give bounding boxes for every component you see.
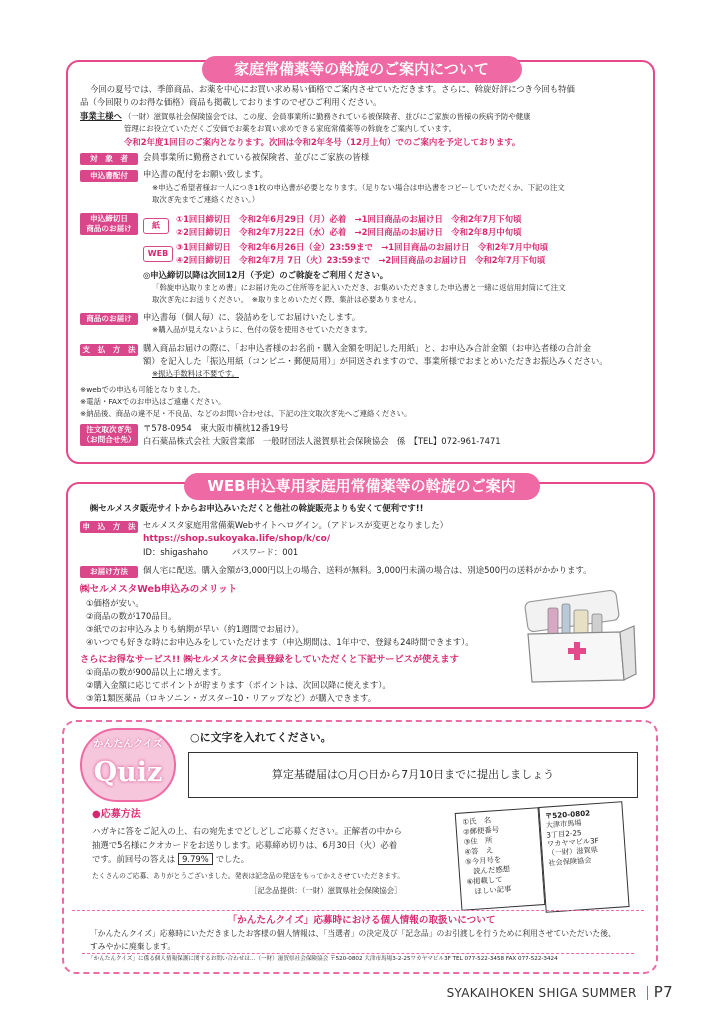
payment-line-2: 額）を記入した「振込用紙（コンビニ・郵便局用）」が同送されますので、事業所様でおまとめいただきお振込みください。 bbox=[143, 356, 608, 366]
tag-deadline bbox=[80, 213, 138, 235]
postcard-address-line: 大津市馬場 bbox=[545, 818, 582, 830]
quiz-instruction: ○に文字を入れてください。 bbox=[190, 731, 332, 744]
merit-item: ④いつでも好きな時にお申込みをしていただけます（申込期間は、1年中で、登録も24時間できます）。 bbox=[86, 637, 474, 647]
postcard-address-line: 3丁目2-25 bbox=[546, 827, 582, 840]
apply-line-3-pre: です。前回号の答えは bbox=[92, 854, 176, 864]
web-intro: ㈱セルメスタ販売サイトからお申込みいただくと他社の斡旋販売よりも安くて便利です!! bbox=[90, 503, 424, 513]
contact-address: 〒578-0954 東大阪市横枕12番19号 bbox=[143, 423, 289, 433]
postcard-address-line: （一財）滋賀県 bbox=[547, 845, 599, 858]
merit-item: ③紙でのお申込みよりも納期が早い（約1週間でお届け）。 bbox=[86, 624, 305, 634]
host-line-2: 管理にお役立ていただくご安価でお薬をお買い求めできる家庭常備薬等の斡旋をご案内しています。 bbox=[124, 124, 456, 133]
delivery-text: 申込書毎（個人毎）に、袋詰めをしてお届けいたします。 bbox=[143, 312, 361, 322]
next-notice: ◎申込締切以降は次回12月（予定）のご斡旋をご利用ください。 bbox=[143, 270, 389, 280]
quiz-question-box bbox=[188, 752, 638, 798]
bullet-icon: ● bbox=[92, 809, 101, 820]
postcard-address bbox=[538, 801, 629, 913]
web-deadline-1: ③1回目締切日 令和2年6月26日（金）23:59まで →1回目商品のお届け日 令和2年7月中旬頃 bbox=[176, 242, 549, 252]
postcard-item: ④答 え bbox=[464, 845, 494, 857]
target-text: 会員事業所に勤務されている被保険者、並びにご家族の皆様 bbox=[143, 152, 370, 162]
web-method-text: セルメスタ家庭用常備薬Webサイトへログイン。（アドレスが変更となりました） bbox=[143, 520, 449, 530]
postcard-item: ②郵便番号 bbox=[462, 824, 500, 837]
postcard-address-line: ワカヤマビル3F bbox=[546, 836, 600, 849]
delivery-note: ※購入品が見えないように、色付の袋を使用させていただきます。 bbox=[152, 325, 372, 334]
intro-line-2: 品（今回限りのお得な価格）商品も掲載しておりますのでぜひご利用ください。 bbox=[80, 97, 382, 107]
privacy-divider bbox=[72, 910, 644, 911]
postcard-item: ほしい記事 bbox=[466, 884, 512, 897]
web-shipping-text: 個人宅に配送。購入金額が3,000円以上の場合、送料が無料。3,000円未満の場合は、別途500円の送料がかかります。 bbox=[143, 565, 592, 575]
medical-cross-icon bbox=[574, 642, 580, 660]
privacy-contact: 「かんたんクイズ」に係る個人情報保護に関するお問い合わせは…（一財）滋賀県社会保険協会 〒520-0802 大津市馬場3-2-25ワカヤマビル3F TEL 077-522-3458 FAX 077-522-3424 bbox=[88, 956, 558, 962]
paper-deadline-2: ②2回目締切日 令和2年7月22日（水）必着 →2回目商品のお届け日 令和2年8月中旬頃 bbox=[176, 227, 522, 237]
section1-title: 家庭常備薬等の斡旋のご案内について bbox=[202, 56, 522, 83]
footer-divider bbox=[647, 986, 648, 1000]
privacy-divider-bottom bbox=[82, 953, 634, 954]
postcard-item: ⑤今月号を bbox=[464, 854, 502, 867]
service-item: ①商品の数が900品以上に増えます。 bbox=[86, 667, 227, 677]
postcard-item: ⑥掲載して bbox=[466, 874, 503, 887]
privacy-title: 「かんたんクイズ」応募時における個人情報の取扱いについて bbox=[227, 915, 496, 926]
tag-contact-line-2: （お問合せ先） bbox=[82, 434, 136, 444]
tag-deadline-line-1: 申込締切日 bbox=[90, 214, 128, 223]
distribution-note-2: 取次ぎ先までご連絡ください。） bbox=[152, 195, 260, 204]
host-line-1: （一財）滋賀県社会保険協会では、この度、会員事業所に勤務されている被保険者、並びにご家族の皆様の疾病予防や健康 bbox=[124, 112, 531, 121]
notice-line: 令和2年度1回目のご案内となります。次回は令和2年冬号（12月上旬）でのご案内を予定しております。 bbox=[124, 137, 521, 147]
apply-line-3-post: でした。 bbox=[215, 854, 250, 864]
web-id: ID：shigashaho bbox=[143, 547, 208, 557]
postcard-item: ③住 所 bbox=[463, 835, 493, 847]
apply-line-3 bbox=[92, 854, 249, 866]
quiz-badge-main: Quiz bbox=[93, 757, 163, 788]
merit-item: ①価格が安い。 bbox=[86, 598, 144, 608]
web-url-link[interactable]: https://shop.sukoyaka.life/shop/k/co/ bbox=[143, 534, 331, 544]
tag-distribution: 申込書配付 bbox=[80, 170, 138, 182]
quiz-question: 算定基礎届は○月○日から7月10日までに提出しましょう bbox=[271, 768, 555, 781]
service-title: さらにお得なサービス!! ㈱セルメスタに会員登録をしていただくと下記サービスが使えます bbox=[80, 654, 459, 665]
footer-text: SYAKAIHOKEN SHIGA SUMMER bbox=[446, 986, 637, 1000]
merit-title: ㈱セルメスタWeb申込みのメリット bbox=[80, 584, 238, 595]
kit-lid-back bbox=[524, 590, 619, 633]
distribution-note-1: ※申込ご希望者様お一人につき1枚の申込書が必要となります。（足りない場合は申込書をコピーしていただくか、下記の注文 bbox=[152, 183, 565, 192]
web-deadline-2: ④2回目締切日 令和2年7月 7日（火）23:59まで →2回目商品のお届け日 令和2年7月下旬頃 bbox=[176, 255, 546, 265]
tag-delivery: 商品のお届け bbox=[80, 313, 138, 325]
quiz-thanks: たくさんのご応募、ありがとうございました。発表は記念品の発送をもってかえさせていただきます。 bbox=[92, 872, 405, 880]
tag-deadline-line-2: 商品のお届け bbox=[86, 223, 132, 233]
postcard-answer-form bbox=[455, 807, 546, 911]
next-note-2: 取次ぎ先にお送りください。 ※取りまとめいただく際、集計は必要ありません。 bbox=[152, 295, 422, 304]
tag-web-method: 申 込 方 法 bbox=[80, 521, 138, 533]
section2-title: WEB申込専用家庭用常備薬等の斡旋のご案内 bbox=[184, 473, 540, 500]
paper-deadline-1: ①1回目締切日 令和2年6月29日（月）必着 →1回目商品のお届け日 令和2年7月下旬頃 bbox=[176, 214, 522, 224]
web-password: パスワード：001 bbox=[232, 547, 299, 557]
apply-line-2: 抽選で5名様にクオカードをお送りします。応募締め切りは、6月30日（火）必着 bbox=[92, 840, 398, 850]
payment-note: ※振込手数料は不要です。 bbox=[152, 369, 239, 378]
privacy-line-1: 「かんたんクイズ」応募時にいただきましたお客様の個人情報は、「当選者」の決定及び「記念品」のお引渡しを行うために利用させていただいた後、 bbox=[90, 929, 616, 938]
page-number: P7 bbox=[653, 983, 673, 1001]
merit-item: ②商品の数が170品目。 bbox=[86, 611, 177, 621]
previous-answer: 9.79% bbox=[178, 853, 213, 865]
payment-line-1: 購入商品お届けの際に、「お申込者様のお名前・購入金額を明記した用紙」と、お申込み合計金額（お申込者様の合計金 bbox=[143, 343, 592, 353]
quiz-badge-top: かんたんクイズ bbox=[93, 739, 163, 750]
postcard-zip: 〒520-0802 bbox=[544, 808, 591, 821]
service-item: ③第1類医薬品（ロキソニン・ガスター10・リアップなど）が購入できます。 bbox=[86, 693, 377, 703]
page-footer bbox=[447, 982, 673, 1003]
tag-contact-line-1: 注文取次ぎ先 bbox=[86, 425, 132, 434]
tag-contact bbox=[80, 424, 138, 446]
kit-item bbox=[574, 610, 588, 636]
paper-label: 紙 bbox=[143, 218, 169, 234]
contact-company: 白石薬品株式会社 大阪営業部 一般財団法人滋賀県社会保険協会 係 【TEL】072-961-7471 bbox=[143, 436, 501, 446]
tag-payment: 支 払 方 法 bbox=[80, 344, 138, 356]
host-label: 事業主様へ bbox=[80, 111, 122, 121]
apply-title bbox=[92, 808, 141, 822]
intro-line-1: 今回の夏号では、季節商品、お薬を中心にお買い求め易い価格でご案内させていただきます。さらに、斡旋好評につき今回も特価 bbox=[90, 84, 575, 94]
postcard-address-line: 社会保険協会 bbox=[548, 855, 592, 868]
web-label: WEB bbox=[143, 246, 173, 262]
next-note-1: 「斡旋申込取りまとめ書」にお届け先のご住所等を記入いただき、お集めいただきました申込書と一緒に返信用封筒にて注文 bbox=[152, 283, 566, 292]
note-phone: ※電話・FAXでのお申込はご遠慮ください。 bbox=[80, 397, 226, 406]
first-aid-kit-illustration bbox=[508, 588, 640, 686]
apply-title-text: 応募方法 bbox=[100, 809, 141, 820]
quiz-badge bbox=[80, 728, 176, 802]
distribution-text: 申込書の配付をお願い致します。 bbox=[143, 169, 268, 179]
service-item: ②購入金額に応じてポイントが貯まります（ポイントは、次回以降に使えます）。 bbox=[86, 680, 391, 690]
quiz-credit: ［記念品提供：（一財）滋賀県社会保険協会］ bbox=[250, 886, 402, 895]
note-defect: ※納品後、商品の違不足・不良品、などのお問い合わせは、下記の注文取次ぎ先へご連絡ください。 bbox=[80, 409, 412, 418]
tag-web-shipping: お届け方法 bbox=[80, 566, 138, 578]
apply-line-1: ハガキに答をご記入の上、右の宛先までどしどしご応募ください。正解者の中から bbox=[92, 826, 402, 836]
postcard-item: ①氏 名 bbox=[462, 815, 492, 827]
postcard-item: 読んだ感想 bbox=[465, 864, 511, 877]
privacy-line-2: すみやかに廃棄します。 bbox=[90, 942, 176, 951]
note-web: ※webでの申込も可能となりました。 bbox=[80, 385, 205, 394]
tag-target: 対 象 者 bbox=[80, 153, 138, 165]
